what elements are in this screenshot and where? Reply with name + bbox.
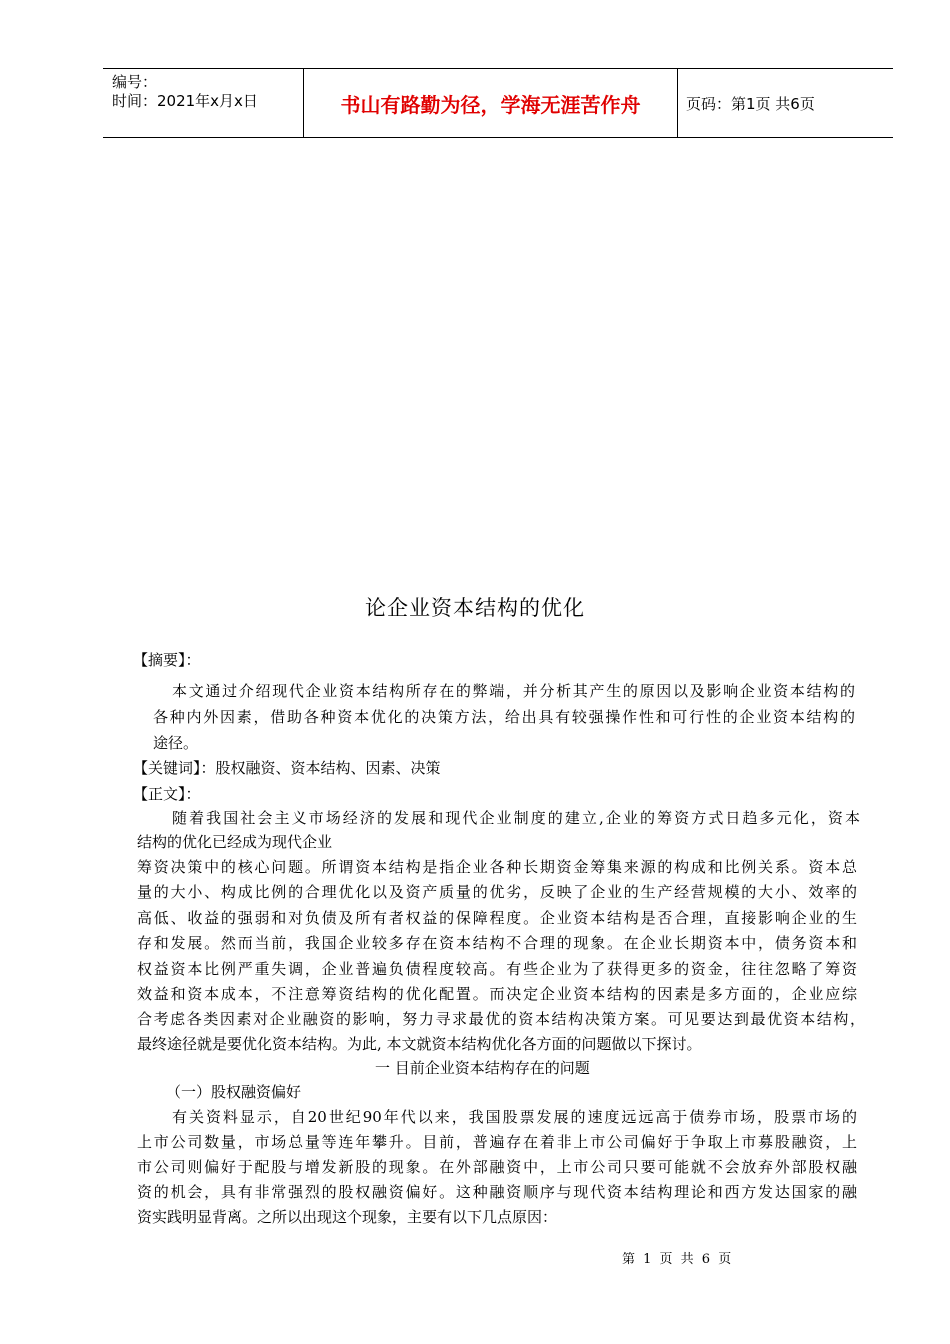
abstract-heading: 【摘要】： [133, 651, 201, 669]
body-line: 结构的优化已经成为现代企业 [137, 833, 333, 851]
abstract-line: 本文通过介绍现代企业资本结构所存在的弊端，并分析其产生的原因以及影响企业资本结构的 [172, 682, 855, 700]
section-heading: 一 目前企业资本结构存在的问题 [375, 1059, 590, 1077]
body-heading: 【正文】： [133, 785, 201, 803]
body-line: 合考虑各类因素对企业融资的影响，努力寻求最优的资本结构决策方案。可见要达到最优资本结构， [137, 1010, 865, 1028]
section-line: 资的机会，具有非常强烈的股权融资偏好。这种融资顺序与现代资本结构理论和西方发达国家的融 [137, 1183, 857, 1201]
body-line: 随着我国社会主义市场经济的发展和现代企业制度的建立,企业的筹资方式日趋多元化，资本 [172, 809, 860, 827]
keywords-line: 【关键词】：股权融资、资本结构、因素、决策 [133, 759, 441, 777]
motto-text: 书山有路勤为径，学海无涯苦作舟 [340, 92, 641, 117]
body-line: 最终途径就是要优化资本结构。为此, 本文就资本结构优化各方面的问题做以下探讨。 [137, 1035, 702, 1053]
body-line: 效益和资本成本，不注意筹资结构的优化配置。而决定企业资本结构的因素是多方面的，企业应综 [137, 985, 857, 1003]
page-footer: 第 1 页 共 6 页 [622, 1252, 734, 1267]
header-page-cell [678, 69, 893, 137]
section-line: 上市公司数量，市场总量等连年攀升。目前，普遍存在着非上市公司偏好于争取上市募股融资，上 [137, 1133, 857, 1151]
date-line: 时间：2021年x月x日 [112, 92, 258, 110]
page-info: 页码：第1页 共6页 [686, 94, 815, 113]
section-line: 市公司则偏好于配股与增发新股的现象。在外部融资中，上市公司只要可能就不会放弃外部股权融 [137, 1158, 857, 1176]
body-line: 高低、收益的强弱和对负债及所有者权益的保障程度。企业资本结构是否合理，直接影响企业的生 [137, 909, 857, 927]
body-line: 量的大小、构成比例的合理优化以及资产质量的优劣，反映了企业的生产经营规模的大小、效率的 [137, 883, 857, 901]
header-motto-cell [304, 69, 678, 137]
abstract-line: 途径。 [153, 734, 199, 752]
header-left-cell [103, 69, 304, 137]
body-line: 权益资本比例严重失调，企业普遍负债程度较高。有些企业为了获得更多的资金，往往忽略了筹资 [137, 960, 857, 978]
subsection-heading: （一）股权融资偏好 [166, 1083, 302, 1101]
abstract-line: 各种内外因素，借助各种资本优化的决策方法，给出具有较强操作性和可行性的企业资本结构的 [153, 708, 855, 726]
body-line: 存和发展。然而当前，我国企业较多存在资本结构不合理的现象。在企业长期资本中，债务资本和 [137, 934, 857, 952]
document-title: 论企业资本结构的优化 [365, 596, 585, 620]
number-label: 编号： [112, 73, 158, 91]
page-header [103, 68, 893, 138]
body-line: 筹资决策中的核心问题。所谓资本结构是指企业各种长期资金筹集来源的构成和比例关系。资本总 [137, 858, 857, 876]
section-line: 资实践明显背离。之所以出现这个现象，主要有以下几点原因： [137, 1208, 558, 1226]
section-line: 有关资料显示，自20世纪90年代以来，我国股票发展的速度远远高于债券市场，股票市场的 [172, 1108, 857, 1126]
